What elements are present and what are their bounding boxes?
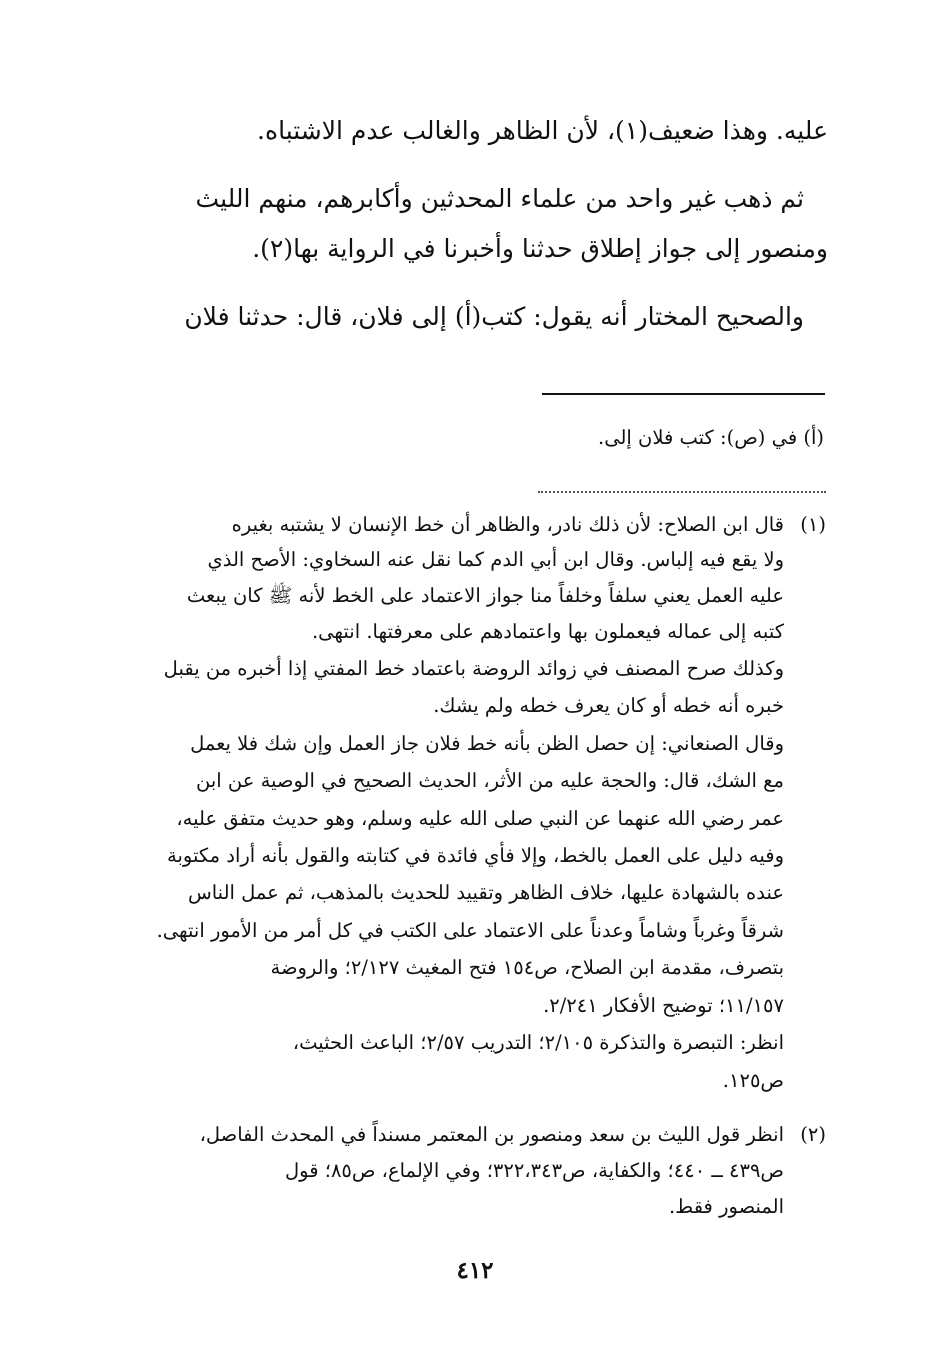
footnote-line: عنده بالشهادة عليها، خلاف الظاهر وتقييد للحديث بالمذهب، ثم عمل الناس [187,881,784,904]
footnote-line: وفيه دليل على العمل بالخط، وإلا فأي فائدة في كتابته والقول بأنه أراد مكتوبة [167,844,784,867]
footnote-line: ١١/١٥٧؛ توضيح الأفكار ٢/٢٤١. [543,994,784,1017]
footnote-line: مع الشك، قال: والحجة عليه من الأثر، الحديث الصحيح في الوصية عن ابن [196,769,784,792]
main-text-line: عليه. وهذا ضعيف(١)، لأن الظاهر والغالب عدم الاشتباه. [257,116,828,145]
main-text-line: والصحيح المختار أنه يقول: كتب(أ) إلى فلان، قال: حدثنا فلان [184,302,804,331]
footnote-line: المنصور فقط. [668,1195,784,1218]
main-text-line: ومنصور إلى جواز إطلاق حدثنا وأخبرنا في الرواية بها(٢). [252,234,828,263]
dotted-separator [538,491,826,493]
footnote-separator [542,393,825,395]
main-text-line: ثم ذهب غير واحد من علماء المحدثين وأكابرهم، منهم الليث [195,184,804,213]
footnote-number: (١) [800,513,826,536]
footnote-line: شرقاً وغرباً وشاماً وعدناً على الاعتماد على الكتب في كل أمر من الأمور انتهى. [156,919,784,942]
variant-note: (أ) في (ص): كتب فلان إلى. [598,426,824,449]
footnote-line: قال ابن الصلاح: لأن ذلك نادر، والظاهر أن خط الإنسان لا يشتبه بغيره [231,513,784,536]
footnote-line: انظر: التبصرة والتذكرة ٢/١٠٥؛ التدريب ٢/٥٧؛ الباعث الحثيث، [292,1031,784,1054]
footnote-line: ص٤٣٩ ــ ٤٤٠؛ والكفاية، ص٣٢٢،٣٤٣؛ وفي الإلماع، ص٨٥؛ قول [284,1159,784,1182]
footnote-line: انظر قول الليث بن سعد ومنصور بن المعتمر مسنداً في المحدث الفاصل، [199,1123,784,1146]
footnote-line: ص١٢٥. [722,1069,784,1092]
footnote-line: عمر رضي الله عنهما عن النبي صلى الله عليه وسلم، وهو حديث متفق عليه، [176,807,784,830]
footnote-line: كتبه إلى عماله فيعملون بها واعتمادهم على معرفتها. انتهى. [311,620,784,643]
footnote-line: ولا يقع فيه إلباس. وقال ابن أبي الدم كما نقل عنه السخاوي: الأصح الذي [207,548,784,571]
page-number: ٤١٢ [456,1257,494,1284]
footnote-line: عليه العمل يعني سلفاً وخلفاً منا جواز الاعتماد على الخط لأنه ﷺ كان يبعث [186,584,784,607]
footnote-line: خبره أنه خطه أو كان يعرف خطه ولم يشك. [433,694,784,717]
footnote-line: بتصرف، مقدمة ابن الصلاح، ص١٥٤ فتح المغيث ٢/١٢٧؛ والروضة [270,956,784,979]
footnote-line: وقال الصنعاني: إن حصل الظن بأنه خط فلان جاز العمل وإن شك فلا يعمل [190,732,784,755]
footnote-number: (٢) [800,1123,826,1146]
footnote-line: وكذلك صرح المصنف في زوائد الروضة باعتماد خط المفتي إذا أخبره من يقبل [163,657,784,680]
